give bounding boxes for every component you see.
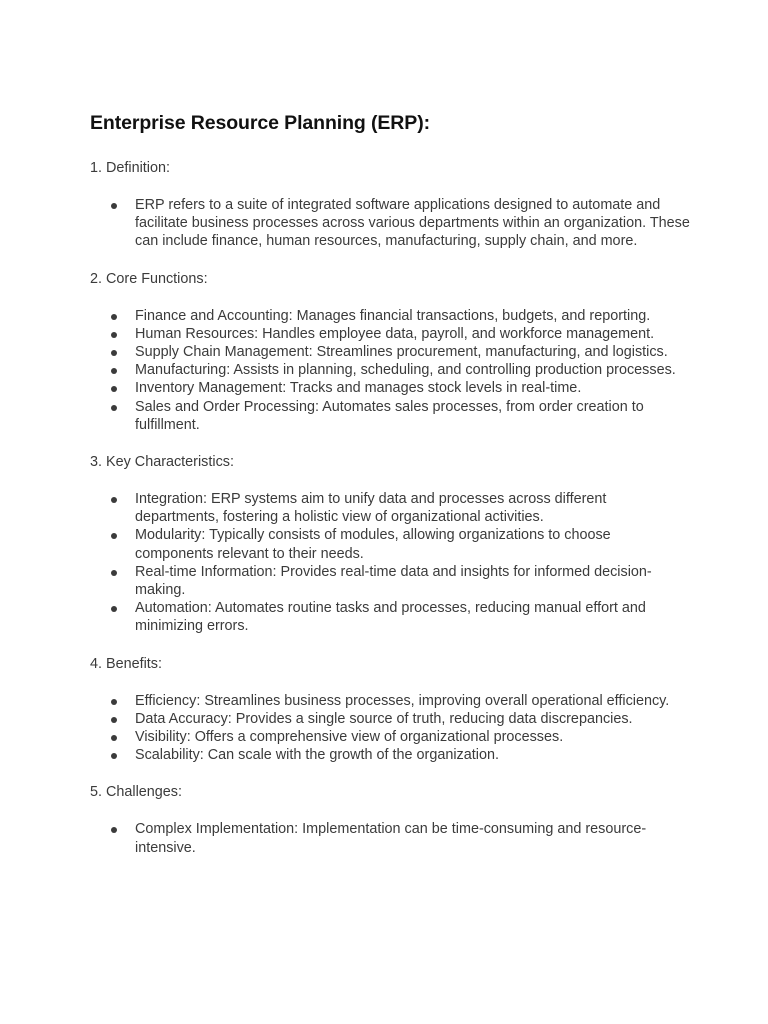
key-characteristics-list [90,490,690,636]
list-item-text: Automation: Automates routine tasks and processes, reducing manual effort and minimizing errors. [135,600,646,635]
list-item-text: ERP refers to a suite of integrated software applications designed to automate and facilitate business processes across various departments within an organization. These can include finance, human resources, manufacturing, supply chain, and more. [135,197,690,250]
list-item-text: Supply Chain Management: Streamlines procurement, manufacturing, and logistics. [135,344,668,361]
list-item-text: Real-time Information: Provides real-time data and insights for informed decision-making. [135,563,652,599]
bullet-icon [111,350,117,356]
definition-list [90,196,690,251]
bullet-icon [111,606,117,612]
bullet-icon [111,314,117,320]
list-item-text: Modularity: Typically consists of modules, allowing organizations to choose components relevant to their needs. [135,527,611,562]
list-item [135,746,690,764]
document-title: Enterprise Resource Planning (ERP): [90,112,430,134]
list-item-text: Human Resources: Handles employee data, payroll, and workforce management. [135,325,655,342]
section-heading-key-characteristics: 3. Key Characteristics: [90,454,234,471]
bullet-icon [111,386,117,392]
list-item [135,398,690,434]
list-item [135,710,690,728]
list-item [135,526,690,562]
bullet-icon [111,717,117,723]
list-item-text: Sales and Order Processing: Automates sales processes, from order creation to fulfillment. [135,398,644,433]
list-item [135,820,690,856]
section-heading-definition: 1. Definition: [90,160,170,176]
list-item-text: Data Accuracy: Provides a single source of truth, reducing data discrepancies. [135,710,633,727]
list-item [135,307,690,325]
section-heading-benefits: 4. Benefits: [90,655,162,672]
list-item [135,490,690,526]
list-item [135,599,690,635]
bullet-icon [111,405,117,411]
list-item-text: Efficiency: Streamlines business processes, improving overall operational efficiency. [135,692,670,709]
list-item [135,361,690,379]
list-item [135,692,690,710]
bullet-icon [111,735,117,741]
list-item [135,325,690,343]
list-item [135,728,690,746]
core-functions-list [90,307,690,434]
list-item [135,563,690,599]
challenges-list [90,820,690,856]
list-item-text: Integration: ERP systems aim to unify data and processes across different departments, fostering a holistic view of organizational activities. [135,491,607,526]
list-item [135,379,690,397]
bullet-icon [111,699,117,705]
bullet-icon [111,570,117,576]
list-item [135,343,690,361]
list-item-text: Complex Implementation: Implementation can be time-consuming and resource-intensive. [135,821,647,856]
bullet-icon [111,533,117,539]
bullet-icon [111,753,117,759]
list-item-text: Scalability: Can scale with the growth of the organization. [135,747,499,764]
bullet-icon [111,368,117,374]
bullet-icon [111,827,117,833]
bullet-icon [111,203,117,209]
list-item-text: Inventory Management: Tracks and manages stock levels in real-time. [135,380,582,397]
list-item-text: Finance and Accounting: Manages financial transactions, budgets, and reporting. [135,307,651,324]
list-item-text: Manufacturing: Assists in planning, scheduling, and controlling production processes. [135,362,676,379]
bullet-icon [111,497,117,503]
list-item [135,196,690,251]
section-heading-challenges: 5. Challenges: [90,784,183,801]
section-heading-core-functions: 2. Core Functions: [90,270,208,287]
list-item-text: Visibility: Offers a comprehensive view of organizational processes. [135,729,564,746]
benefits-list [90,692,690,765]
bullet-icon [111,332,117,338]
document-page [90,110,690,876]
